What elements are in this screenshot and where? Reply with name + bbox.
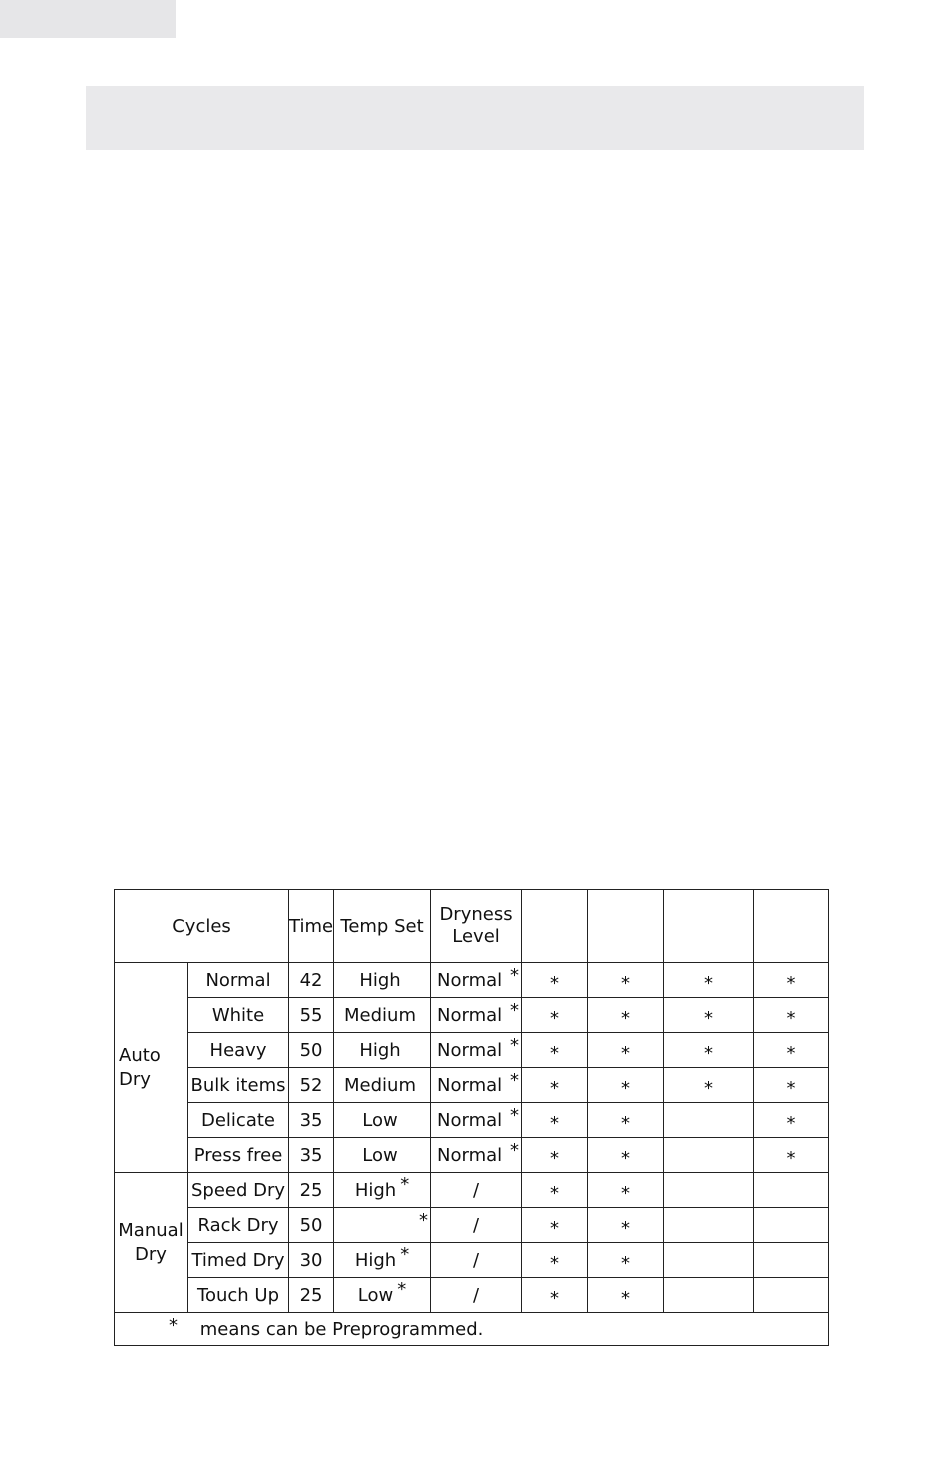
dryness-level (431, 1103, 522, 1138)
option-mark: * (704, 1077, 714, 1099)
header-dryness-line1: Dryness (439, 904, 513, 925)
temp-value: High (359, 1039, 401, 1061)
option-4-mark (754, 1173, 829, 1208)
option-2-mark (588, 1278, 664, 1313)
option-1-mark (522, 963, 588, 998)
header-option-4 (754, 890, 829, 963)
option-mark: * (786, 972, 796, 994)
temp-value: Low (357, 1284, 394, 1306)
option-1-mark (522, 998, 588, 1033)
temp-value: Low (362, 1144, 398, 1166)
dryness-star: * (510, 1035, 520, 1056)
option-3-mark (664, 1103, 754, 1138)
option-4-mark (754, 1138, 829, 1173)
header-temp-set: Temp Set (334, 890, 431, 963)
cycle-time: 30 (289, 1243, 334, 1278)
option-1-mark (522, 1033, 588, 1068)
option-mark: * (621, 972, 631, 994)
cycle-name: Speed Dry (188, 1173, 289, 1208)
cycle-time: 42 (289, 963, 334, 998)
table-row (115, 1033, 829, 1068)
option-3-mark (664, 1278, 754, 1313)
cycle-time: 25 (289, 1173, 334, 1208)
temp-star: * (400, 1173, 410, 1195)
option-3-mark (664, 963, 754, 998)
header-dryness-line2: Level (452, 926, 500, 947)
option-4-mark (754, 1278, 829, 1313)
footer-text: means can be Preprogrammed. (199, 1318, 484, 1340)
header-option-3 (664, 890, 754, 963)
table-row (115, 1173, 829, 1208)
option-1-mark (522, 1243, 588, 1278)
cycle-name: Heavy (188, 1033, 289, 1068)
table-header-row (115, 890, 829, 963)
temp-set (334, 1068, 431, 1103)
option-mark: * (621, 1217, 631, 1239)
option-3-mark (664, 998, 754, 1033)
dryness-value: Normal (437, 1144, 503, 1166)
footer-star: * (169, 1314, 178, 1336)
option-2-mark (588, 1068, 664, 1103)
temp-set (334, 1103, 431, 1138)
option-1-mark (522, 1208, 588, 1243)
option-mark: * (550, 972, 560, 994)
dryness-level (431, 1243, 522, 1278)
dryness-value: / (472, 1214, 480, 1236)
dryness-level (431, 1138, 522, 1173)
cycle-name: Press free (188, 1138, 289, 1173)
cycle-time: 35 (289, 1103, 334, 1138)
option-mark: * (704, 1042, 714, 1064)
table-row (115, 998, 829, 1033)
temp-value: High (354, 1249, 397, 1271)
table-row (115, 1068, 829, 1103)
temp-star: * (400, 1243, 410, 1265)
option-mark: * (621, 1007, 631, 1029)
table-row (115, 1103, 829, 1138)
option-4-mark (754, 1033, 829, 1068)
cycle-table (114, 889, 829, 1346)
option-3-mark (664, 1033, 754, 1068)
option-3-mark (664, 1243, 754, 1278)
header-cycles: Cycles (115, 890, 289, 963)
dryness-level (431, 1278, 522, 1313)
section-header-band (86, 86, 864, 150)
dryness-level (431, 1033, 522, 1068)
option-mark: * (704, 972, 714, 994)
table-row (115, 1208, 829, 1243)
table-row (115, 1278, 829, 1313)
option-mark: * (621, 1077, 631, 1099)
footer-note (115, 1313, 829, 1346)
option-1-mark (522, 1068, 588, 1103)
option-1-mark (522, 1103, 588, 1138)
option-mark: * (550, 1252, 560, 1274)
option-2-mark (588, 1173, 664, 1208)
cycle-time: 52 (289, 1068, 334, 1103)
header-option-1 (522, 890, 588, 963)
option-3-mark (664, 1173, 754, 1208)
dryness-value: Normal (437, 1004, 503, 1026)
option-mark: * (786, 1077, 796, 1099)
group-manual-dry (115, 1173, 188, 1313)
temp-set (334, 1208, 431, 1243)
group-auto-line1: Auto (119, 1044, 161, 1066)
header-dryness-level (431, 890, 522, 963)
cycle-time: 55 (289, 998, 334, 1033)
dryness-value: / (472, 1284, 480, 1306)
cycle-name: Timed Dry (188, 1243, 289, 1278)
cycle-name: Rack Dry (188, 1208, 289, 1243)
option-mark: * (621, 1287, 631, 1309)
option-mark: * (621, 1112, 631, 1134)
temp-value: Medium (344, 1074, 416, 1096)
option-2-mark (588, 963, 664, 998)
option-mark: * (550, 1007, 560, 1029)
option-2-mark (588, 1138, 664, 1173)
option-2-mark (588, 1033, 664, 1068)
dryness-level (431, 1173, 522, 1208)
dryness-value: / (472, 1179, 480, 1201)
table-row (115, 963, 829, 998)
dryness-star: * (510, 1140, 520, 1161)
option-mark: * (704, 1007, 714, 1029)
group-auto-dry (115, 963, 188, 1173)
option-2-mark (588, 1243, 664, 1278)
option-4-mark (754, 1068, 829, 1103)
option-mark: * (786, 1042, 796, 1064)
temp-star: * (419, 1210, 429, 1231)
dryness-value: Normal (437, 969, 503, 991)
cycle-name: Bulk items (188, 1068, 289, 1103)
group-manual-line1: Manual (118, 1219, 184, 1241)
dryness-star: * (510, 965, 520, 986)
cycle-name: White (188, 998, 289, 1033)
temp-set (334, 963, 431, 998)
cycle-time: 50 (289, 1033, 334, 1068)
option-mark: * (550, 1287, 560, 1309)
option-mark: * (550, 1112, 560, 1134)
option-mark: * (550, 1182, 560, 1204)
dryness-star: * (510, 1070, 520, 1091)
cycle-name: Delicate (188, 1103, 289, 1138)
option-1-mark (522, 1278, 588, 1313)
option-1-mark (522, 1138, 588, 1173)
temp-set (334, 1243, 431, 1278)
option-mark: * (621, 1042, 631, 1064)
option-4-mark (754, 1243, 829, 1278)
option-mark: * (550, 1217, 560, 1239)
option-mark: * (621, 1252, 631, 1274)
option-mark: * (786, 1112, 796, 1134)
option-4-mark (754, 998, 829, 1033)
option-mark: * (621, 1182, 631, 1204)
temp-set (334, 1173, 431, 1208)
cycle-name: Normal (188, 963, 289, 998)
cycle-time: 25 (289, 1278, 334, 1313)
group-manual-line2: Dry (135, 1243, 167, 1265)
dryness-level (431, 998, 522, 1033)
option-1-mark (522, 1173, 588, 1208)
option-4-mark (754, 963, 829, 998)
dryness-value: Normal (437, 1039, 503, 1061)
dryness-value: / (472, 1249, 480, 1271)
dryness-value: Normal (437, 1109, 503, 1131)
option-4-mark (754, 1103, 829, 1138)
option-2-mark (588, 1103, 664, 1138)
cycle-time: 50 (289, 1208, 334, 1243)
option-mark: * (621, 1147, 631, 1169)
temp-star: * (397, 1278, 407, 1300)
option-3-mark (664, 1068, 754, 1103)
option-mark: * (786, 1147, 796, 1169)
option-mark: * (550, 1147, 560, 1169)
temp-value: High (354, 1179, 397, 1201)
cycle-name: Touch Up (188, 1278, 289, 1313)
temp-set (334, 998, 431, 1033)
temp-set (334, 1278, 431, 1313)
option-3-mark (664, 1208, 754, 1243)
dryness-level (431, 1068, 522, 1103)
footer-row (115, 1313, 829, 1346)
dryness-value: Normal (437, 1074, 503, 1096)
option-mark: * (550, 1077, 560, 1099)
table-row (115, 1138, 829, 1173)
option-mark: * (550, 1042, 560, 1064)
page-tab (0, 0, 176, 38)
header-option-2 (588, 890, 664, 963)
option-4-mark (754, 1208, 829, 1243)
cycle-time: 35 (289, 1138, 334, 1173)
option-2-mark (588, 1208, 664, 1243)
option-2-mark (588, 998, 664, 1033)
temp-value: High (359, 969, 401, 991)
table-row (115, 1243, 829, 1278)
header-time: Time (289, 890, 334, 963)
temp-set (334, 1138, 431, 1173)
dryness-star: * (510, 1000, 520, 1021)
option-mark: * (786, 1007, 796, 1029)
temp-set (334, 1033, 431, 1068)
dryness-level (431, 963, 522, 998)
dryness-level (431, 1208, 522, 1243)
temp-value: Low (362, 1109, 398, 1131)
dryness-star: * (510, 1105, 520, 1126)
group-auto-line2: Dry (119, 1068, 151, 1090)
option-3-mark (664, 1138, 754, 1173)
temp-value: Medium (344, 1004, 416, 1026)
